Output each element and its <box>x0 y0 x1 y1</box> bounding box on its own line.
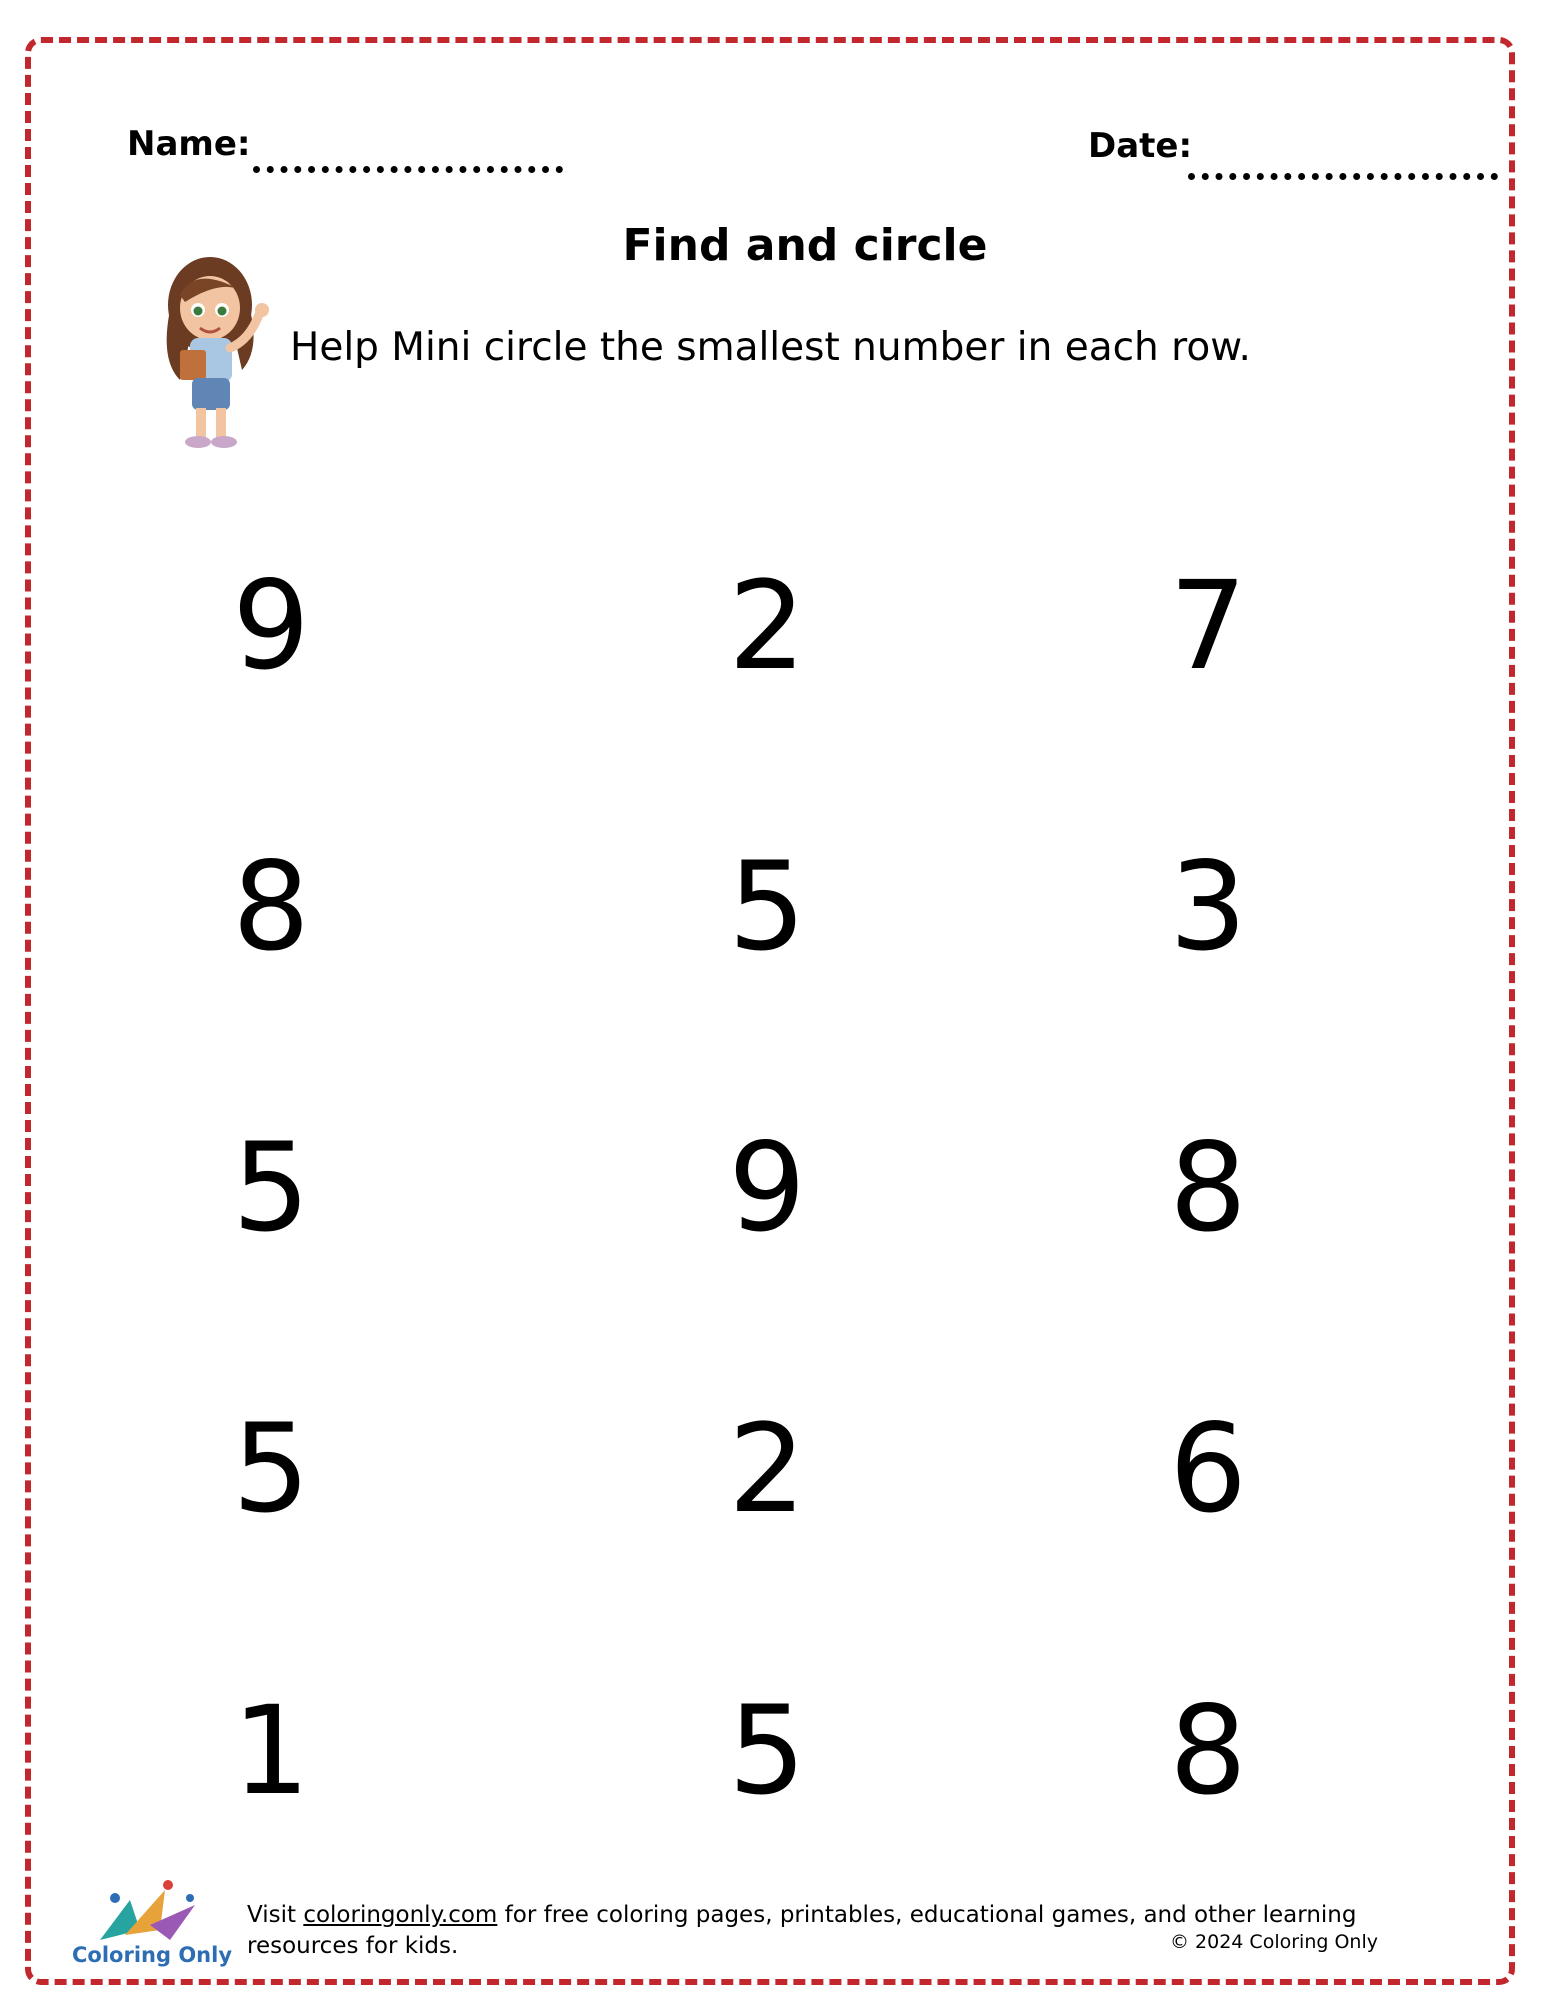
number-cell[interactable]: 5 <box>232 1398 310 1540</box>
number-cell[interactable]: 9 <box>728 1117 806 1259</box>
name-label: Name: <box>127 124 251 164</box>
number-cell[interactable]: 9 <box>232 555 310 697</box>
footer-rest: for free coloring pages, printables, educational games, and other learning resources for kids. <box>247 1902 1357 1959</box>
date-blank <box>1188 173 1498 180</box>
number-cell[interactable]: 2 <box>728 1398 806 1540</box>
number-cell[interactable]: 5 <box>728 1680 806 1822</box>
footer-visit: Visit <box>247 1902 297 1928</box>
number-cell[interactable]: 3 <box>1169 836 1247 978</box>
logo-text: Coloring Only <box>72 1943 233 1967</box>
date-label: Date: <box>1088 126 1193 166</box>
copyright: © 2024 Coloring Only <box>1170 1931 1378 1953</box>
name-blank <box>253 166 563 173</box>
mini-girl-illustration <box>150 250 280 455</box>
number-cell[interactable]: 8 <box>232 836 310 978</box>
coloringonly-link[interactable]: coloringonly.com <box>303 1902 498 1928</box>
number-cell[interactable]: 5 <box>232 1117 310 1259</box>
number-cell[interactable]: 7 <box>1169 555 1247 697</box>
number-cell[interactable]: 8 <box>1169 1117 1247 1259</box>
number-cell[interactable]: 2 <box>728 555 806 697</box>
instruction-text: Help Mini circle the smallest number in each row. <box>290 325 1251 370</box>
page-title: Find and circle <box>622 220 988 271</box>
number-cell[interactable]: 8 <box>1169 1680 1247 1822</box>
number-cell[interactable]: 6 <box>1169 1398 1247 1540</box>
number-cell[interactable]: 1 <box>232 1680 310 1822</box>
number-cell[interactable]: 5 <box>728 836 806 978</box>
